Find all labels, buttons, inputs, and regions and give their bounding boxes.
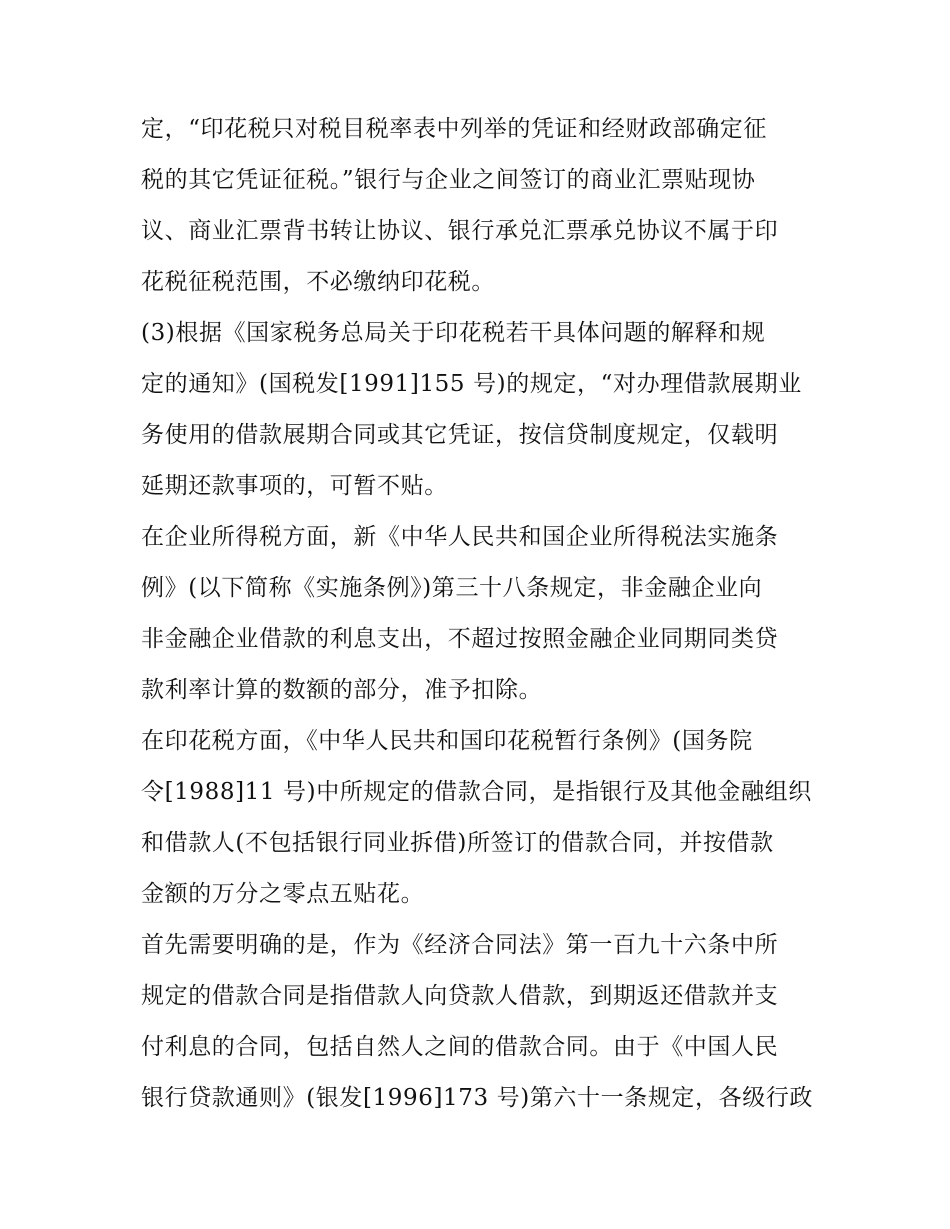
text-line: 非金融企业借款的利息支出，不超过按照金融企业同期同类贷: [141, 626, 779, 652]
paragraph-stamp-tax-scope: [141, 104, 813, 308]
text-line: 议、商业汇票背书转让协议、银行承兑汇票承兑协议不属于印: [141, 218, 779, 244]
paragraph-loan-extension: [141, 308, 813, 512]
text-line: 定，“印花税只对税目税率表中列举的凭证和经财政部确定征: [141, 116, 767, 142]
text-line: 首先需要明确的是，作为《经济合同法》第一百九十六条中所: [141, 932, 779, 958]
body-text: [141, 104, 813, 1124]
text-line: (3)根据《国家税务总局关于印花税若干具体问题的解释和规: [141, 320, 766, 346]
text-line: 银行贷款通则》(银发[1996]173 号)第六十一条规定，各级行政: [141, 1085, 814, 1111]
text-line: 延期还款事项的，可暂不贴。: [141, 473, 448, 499]
text-line: 在企业所得税方面，新《中华人民共和国企业所得税法实施条: [141, 524, 779, 550]
text-line: 令[1988]11 号)中所规定的借款合同，是指银行及其他金融组织: [141, 779, 812, 805]
text-line: 付利息的合同，包括自然人之间的借款合同。由于《中国人民: [141, 1034, 779, 1060]
paragraph-income-tax: [141, 512, 813, 716]
text-line: 在印花税方面，《中华人民共和国印花税暂行条例》(国务院: [141, 728, 753, 754]
text-line: 税的其它凭证征税。”银行与企业之间签订的商业汇票贴现协: [141, 167, 756, 193]
text-line: 例》(以下简称《实施条例》)第三十八条规定，非金融企业向: [141, 575, 763, 601]
text-line: 花税征税范围，不必缴纳印花税。: [141, 269, 495, 295]
text-line: 定的通知》(国税发[1991]155 号)的规定，“对办理借款展期业: [141, 371, 802, 397]
text-line: 规定的借款合同是指借款人向贷款人借款，到期返还借款并支: [141, 983, 779, 1009]
paragraph-loan-contract-definition: [141, 920, 813, 1124]
text-line: 和借款人(不包括银行同业拆借)所签订的借款合同，并按借款: [141, 830, 774, 856]
text-line: 金额的万分之零点五贴花。: [141, 881, 425, 907]
text-line: 款利率计算的数额的部分，准予扣除。: [141, 677, 543, 703]
text-line: 务使用的借款展期合同或其它凭证，按信贷制度规定，仅载明: [141, 422, 779, 448]
paragraph-stamp-tax-regulation: [141, 716, 813, 920]
